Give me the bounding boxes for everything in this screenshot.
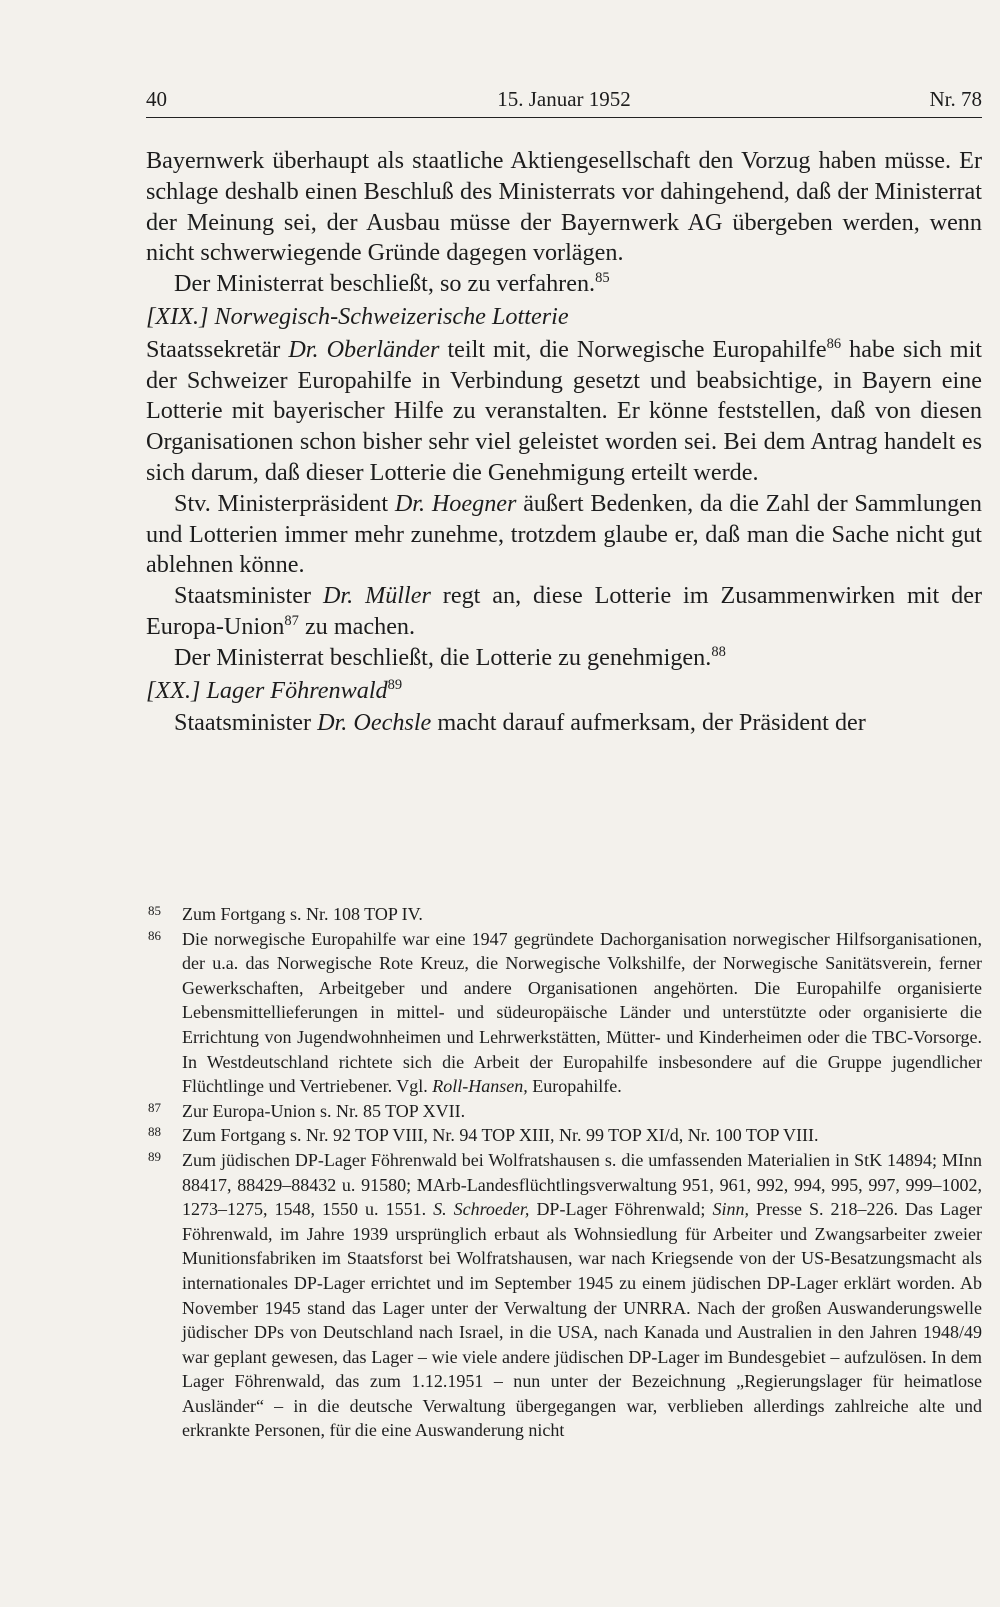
footnote-text [182, 1148, 982, 1443]
section-number: [XX.] [146, 676, 201, 704]
footnote-text-part: Europahilfe. [532, 1076, 622, 1097]
footnote-text-part: DP-Lager Föhrenwald; [536, 1199, 706, 1220]
paragraph-text: teilt mit, die Norwegische Europahilfe [447, 335, 827, 363]
footnote-ref: 88 [711, 643, 726, 660]
footnote-text: Zum Fortgang s. Nr. 92 TOP VIII, Nr. 94 TOP XIII, Nr. 99 TOP XI/d, Nr. 100 TOP VIII. [182, 1125, 819, 1146]
main-text [146, 146, 982, 739]
section-heading-xix [146, 302, 982, 333]
paragraph-text: habe sich mit der Schweizer Europahilfe in Verbindung gesetzt und beabsichtige, in Bayern eine Lotterie mit bayerischer Hilfe zu veranstalten. Er könne feststellen, daß von diesen Organisationen schon bisher sehr viel geleistet worden sei. Bei dem Antrag handelt es sich darum, daß dieser Lotterie die Genehmigung erteilt werde. [146, 335, 983, 486]
author-name: Sinn, [712, 1199, 749, 1220]
footnote-ref: 86 [826, 335, 842, 352]
person-name: Dr. Oechsle [317, 709, 432, 737]
protocol-number: Nr. 78 [929, 87, 982, 111]
header-date: 15. Januar 1952 [497, 87, 631, 111]
footnote-number: 88 [148, 1124, 161, 1140]
paragraph [146, 269, 982, 300]
paragraph-text: Staatsminister [174, 709, 312, 737]
page-number: 40 [146, 87, 167, 111]
paragraph-text: regt an, diese Lotterie im Zusammenwirken mit der Europa-Union [146, 582, 983, 640]
paragraph-text: Der Ministerrat beschließt, die Lotterie zu genehmigen. [174, 643, 712, 671]
footnote-text: Zum Fortgang s. Nr. 108 TOP IV. [182, 904, 423, 924]
section-heading-xx [146, 676, 982, 707]
paragraph-text: macht darauf aufmerksam, der Präsident der [437, 709, 866, 737]
footnote-text-part: Die norwegische Europahilfe war eine 1947 gegründete Dachorganisation norwegischer Hilfsorganisationen, der u.a. das Norwegische Rote Kreuz, die Norwegische Volkshilfe, der Norwegische Sanitätsverein, ferner Gewerkschaften, Arbeitgeber und andere Organisationen angehörten. Die Europahilfe organisierte Lebensmittellieferungen in mittel- und südeuropäische Länder und unterstützte oder organisierte die Errichtung von Jugendwohnheimen und Lehrwerkstätten, Mütter- und Kinderheimen oder die TBC-Vorsorge. In Westdeutschland richtete sich die Arbeit der Europahilfe insbesondere auf die Gruppe jugendlicher Flüchtlinge und Vertriebener. Vgl. [182, 928, 982, 1097]
footnote [146, 1123, 982, 1148]
running-header [146, 85, 982, 118]
paragraph-text: äußert Bedenken, da die Zahl der Sammlungen und Lotterien immer mehr zunehme, trotzdem glaube er, daß man die Sache nicht gut ablehnen könne. [146, 489, 982, 579]
paragraph-text: Staatsminister [174, 582, 312, 610]
paragraph-text: Der Ministerrat beschließt, so zu verfahren. [174, 270, 596, 298]
footnote-text-part: Zum jüdischen DP-Lager Föhrenwald bei Wolfratshausen s. die umfassenden Materialien in StK 14894; MInn 88417, 88429–88432 u. 91580; MArb-Landesflüchtlingsverwaltung 951, 961, 992, 994, 995, 997, 999–1002, 1273–1275, 1548, 1550 u. 1551. [182, 1149, 982, 1220]
footnote [146, 1148, 982, 1443]
footnote-number: 89 [148, 1148, 161, 1164]
footnote-number: 87 [148, 1099, 161, 1115]
footnote-ref: 85 [595, 270, 610, 287]
paragraph [146, 146, 982, 269]
footnote-number: 85 [148, 903, 161, 918]
footnotes [146, 902, 982, 1443]
footnote-text-part: Presse S. 218–226. Das Lager Föhrenwald, im Jahre 1939 ursprünglich erbaut als Wohnsiedlung für Arbeiter und Zwangsarbeiter zweier Munitionsfabriken im Staatsforst bei Wolfratshausen, war nach Kriegsende von der US-Besatzungsmacht als internationales DP-Lager errichtet und im September 1945 zu einem jüdischen DP-Lager erklärt worden. Ab November 1945 stand das Lager unter der Verwaltung der UNRRA. Nach der großen Auswanderungswelle jüdischer DPs von Deutschland nach Israel, in die USA, nach Kanada und Australien in den Jahren 1948/49 war geplant gewesen, das Lager – wie viele andere jüdischen DP-Lager im Bundesgebiet – aufzulösen. In dem Lager Föhrenwald, das zum 1.12.1951 – nun unter der Bezeichnung „Regierungslager für heimatlose Ausländer“ – in die deutsche Verwaltung übergegangen war, verblieben allerdings zahlreiche alte und erkrankte Personen, für die eine Auswanderung nicht [182, 1199, 982, 1441]
footnote [146, 1099, 982, 1124]
footnote-text: Zur Europa-Union s. Nr. 85 TOP XVII. [182, 1100, 466, 1121]
footnote-text [182, 927, 982, 1099]
paragraph [146, 335, 982, 489]
footnote [146, 927, 982, 1099]
paragraph [146, 581, 982, 643]
paragraph [146, 643, 982, 674]
paragraph-text: zu machen. [304, 612, 416, 640]
person-name: Dr. Hoegner [394, 489, 517, 517]
footnote-ref: 89 [387, 676, 403, 693]
person-name: Dr. Oberländer [288, 335, 440, 363]
footnote-number: 86 [148, 927, 161, 943]
footnote-ref: 87 [284, 612, 299, 629]
paragraph-text: Staatssekretär [146, 335, 281, 363]
paragraph [146, 489, 982, 581]
paragraph-text: Bayernwerk überhaupt als staatliche Aktiengesellschaft den Vorzug haben müsse. Er schlage deshalb einen Beschluß des Ministerrats vor dahingehend, daß der Ministerrat der Meinung sei, der Ausbau müsse der Bayernwerk AG übergeben werden, wenn nicht schwerwiegende Gründe dagegen vorlägen. [146, 147, 982, 267]
section-title: Lager Föhrenwald [206, 676, 388, 704]
section-number: [XIX.] [146, 302, 209, 330]
author-name: Roll-Hansen, [432, 1076, 528, 1097]
section-title: Norwegisch-Schweizerische Lotterie [214, 302, 569, 330]
paragraph-text: Stv. Ministerpräsident [174, 489, 389, 517]
paragraph [146, 708, 982, 739]
person-name: Dr. Müller [322, 582, 431, 610]
author-name: S. Schroeder, [433, 1199, 530, 1220]
footnote [146, 902, 982, 927]
